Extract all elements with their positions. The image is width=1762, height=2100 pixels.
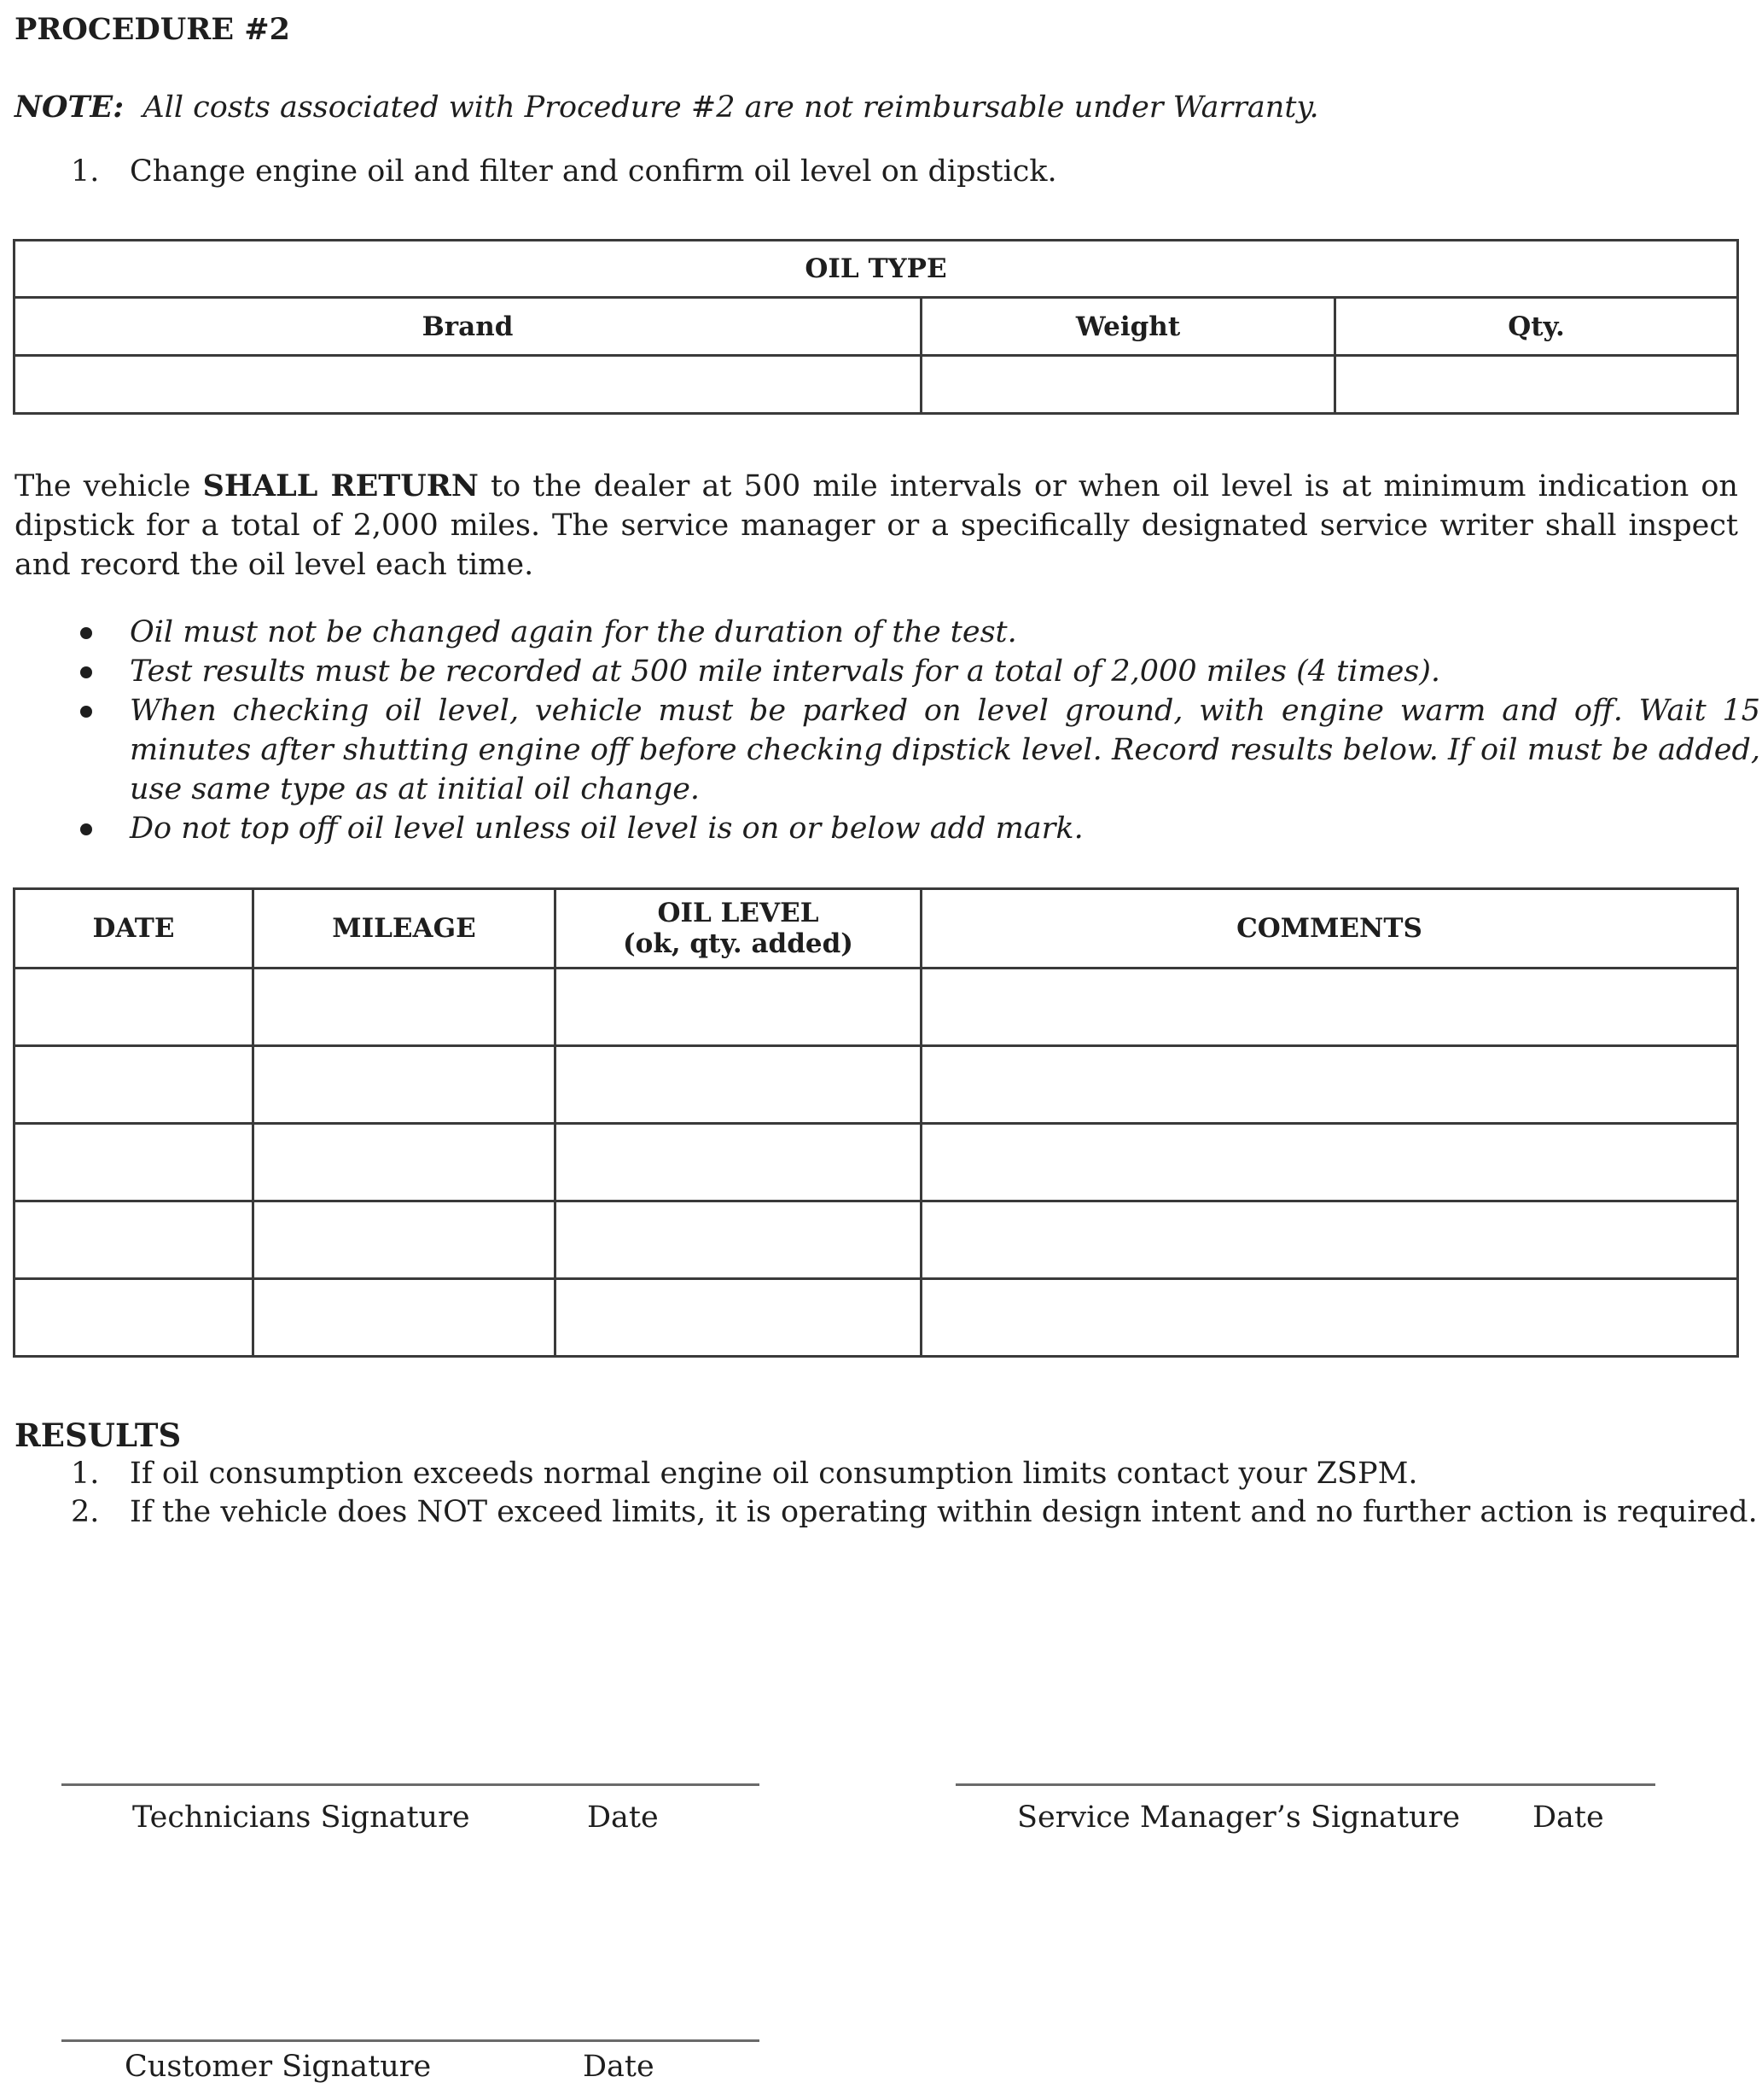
note-text: All costs associated with Procedure #2 are not reimbursable under Warranty.	[142, 90, 1319, 125]
table-row	[15, 1046, 1738, 1124]
bullet-dot-icon	[80, 706, 92, 718]
oil-level-header-sub: (ok, qty. added)	[623, 928, 853, 959]
bullet-text: Do not top off oil level unless oil level is on or below add mark.	[130, 811, 1084, 846]
manager-signature-label: Service Manager’s Signature	[1017, 1800, 1461, 1835]
bullet-item	[75, 691, 1760, 809]
technician-signature-label: Technicians Signature	[132, 1800, 470, 1835]
manager-signature-line[interactable]	[956, 1783, 1655, 1786]
result-number: 2.	[71, 1495, 100, 1529]
mileage-cell[interactable]	[253, 969, 555, 1046]
oil-level-cell[interactable]	[555, 1046, 922, 1124]
mileage-cell[interactable]	[253, 1046, 555, 1124]
step-number: 1.	[71, 154, 100, 189]
result-item-text: If oil consumption exceeds normal engine oil consumption limits contact your ZSPM.	[130, 1457, 1418, 1491]
brand-cell[interactable]	[15, 356, 922, 414]
oil-level-cell[interactable]	[555, 1279, 922, 1357]
oil-level-cell[interactable]	[555, 1124, 922, 1201]
warranty-note	[15, 88, 1319, 127]
comments-cell[interactable]	[922, 1201, 1738, 1279]
date-cell[interactable]	[15, 1279, 253, 1357]
return-paragraph	[15, 467, 1738, 585]
comments-header: COMMENTS	[922, 889, 1738, 969]
table-row	[15, 1201, 1738, 1279]
bullet-text: When checking oil level, vehicle must be parked on level ground, with engine warm and off. Wait 15 minutes after shutting engine off before checking dipstick level. Record results below. If oil must be added, use same type as at initial oil change.	[130, 694, 1760, 806]
oil-type-table	[13, 239, 1739, 415]
date-cell[interactable]	[15, 969, 253, 1046]
comments-cell[interactable]	[922, 1046, 1738, 1124]
date-header: DATE	[15, 889, 253, 969]
result-number: 1.	[71, 1457, 100, 1491]
result-item-text: If the vehicle does NOT exceed limits, it is operating within design intent and no further action is required.	[130, 1495, 1758, 1529]
return-text-end: to the dealer at 500 mile intervals or when oil level is at minimum indication on dipstick for a total of 2,000 miles. The service manager or a specifically designated service writer shall inspect and record the oil level each time.	[15, 469, 1738, 582]
manager-date-label: Date	[1532, 1800, 1604, 1835]
oil-level-header-title: OIL LEVEL	[657, 898, 819, 928]
bullet-item	[75, 809, 1760, 848]
mileage-cell[interactable]	[253, 1124, 555, 1201]
technician-date-label: Date	[587, 1800, 659, 1835]
oil-level-cell[interactable]	[555, 969, 922, 1046]
instruction-bullets	[75, 613, 1760, 848]
shall-return-emphasis: SHALL RETURN	[202, 468, 479, 503]
bullet-text: Oil must not be changed again for the duration of the test.	[130, 615, 1017, 649]
customer-date-label: Date	[583, 2050, 654, 2084]
table-row	[15, 969, 1738, 1046]
mileage-header: MILEAGE	[253, 889, 555, 969]
mileage-cell[interactable]	[253, 1279, 555, 1357]
technician-signature-line[interactable]	[61, 1783, 759, 1786]
date-cell[interactable]	[15, 1201, 253, 1279]
weight-cell[interactable]	[922, 356, 1335, 414]
bullet-item	[75, 613, 1760, 652]
bullet-dot-icon	[80, 666, 92, 678]
mileage-cell[interactable]	[253, 1201, 555, 1279]
oil-level-log-table	[13, 887, 1739, 1358]
table-row	[15, 1124, 1738, 1201]
results-heading: RESULTS	[15, 1416, 182, 1454]
comments-cell[interactable]	[922, 1279, 1738, 1357]
step-text: Change engine oil and filter and confirm oil level on dipstick.	[130, 154, 1057, 189]
comments-cell[interactable]	[922, 969, 1738, 1046]
weight-header: Weight	[922, 298, 1335, 356]
qty-header: Qty.	[1335, 298, 1738, 356]
date-cell[interactable]	[15, 1046, 253, 1124]
bullet-item	[75, 652, 1760, 691]
oil-type-title: OIL TYPE	[15, 241, 1738, 298]
procedure-title: PROCEDURE #2	[15, 12, 290, 47]
bullet-dot-icon	[80, 627, 92, 639]
customer-signature-label: Customer Signature	[125, 2050, 432, 2084]
customer-signature-line[interactable]	[61, 2039, 759, 2042]
date-cell[interactable]	[15, 1124, 253, 1201]
bullet-text: Test results must be recorded at 500 mile intervals for a total of 2,000 miles (4 times).	[130, 654, 1441, 689]
oil-level-cell[interactable]	[555, 1201, 922, 1279]
return-text-start: The vehicle	[15, 469, 203, 503]
qty-cell[interactable]	[1335, 356, 1738, 414]
bullet-dot-icon	[80, 823, 92, 835]
brand-header: Brand	[15, 298, 922, 356]
comments-cell[interactable]	[922, 1124, 1738, 1201]
oil-level-header	[555, 889, 922, 969]
table-row	[15, 1279, 1738, 1357]
note-label: NOTE:	[15, 90, 125, 125]
